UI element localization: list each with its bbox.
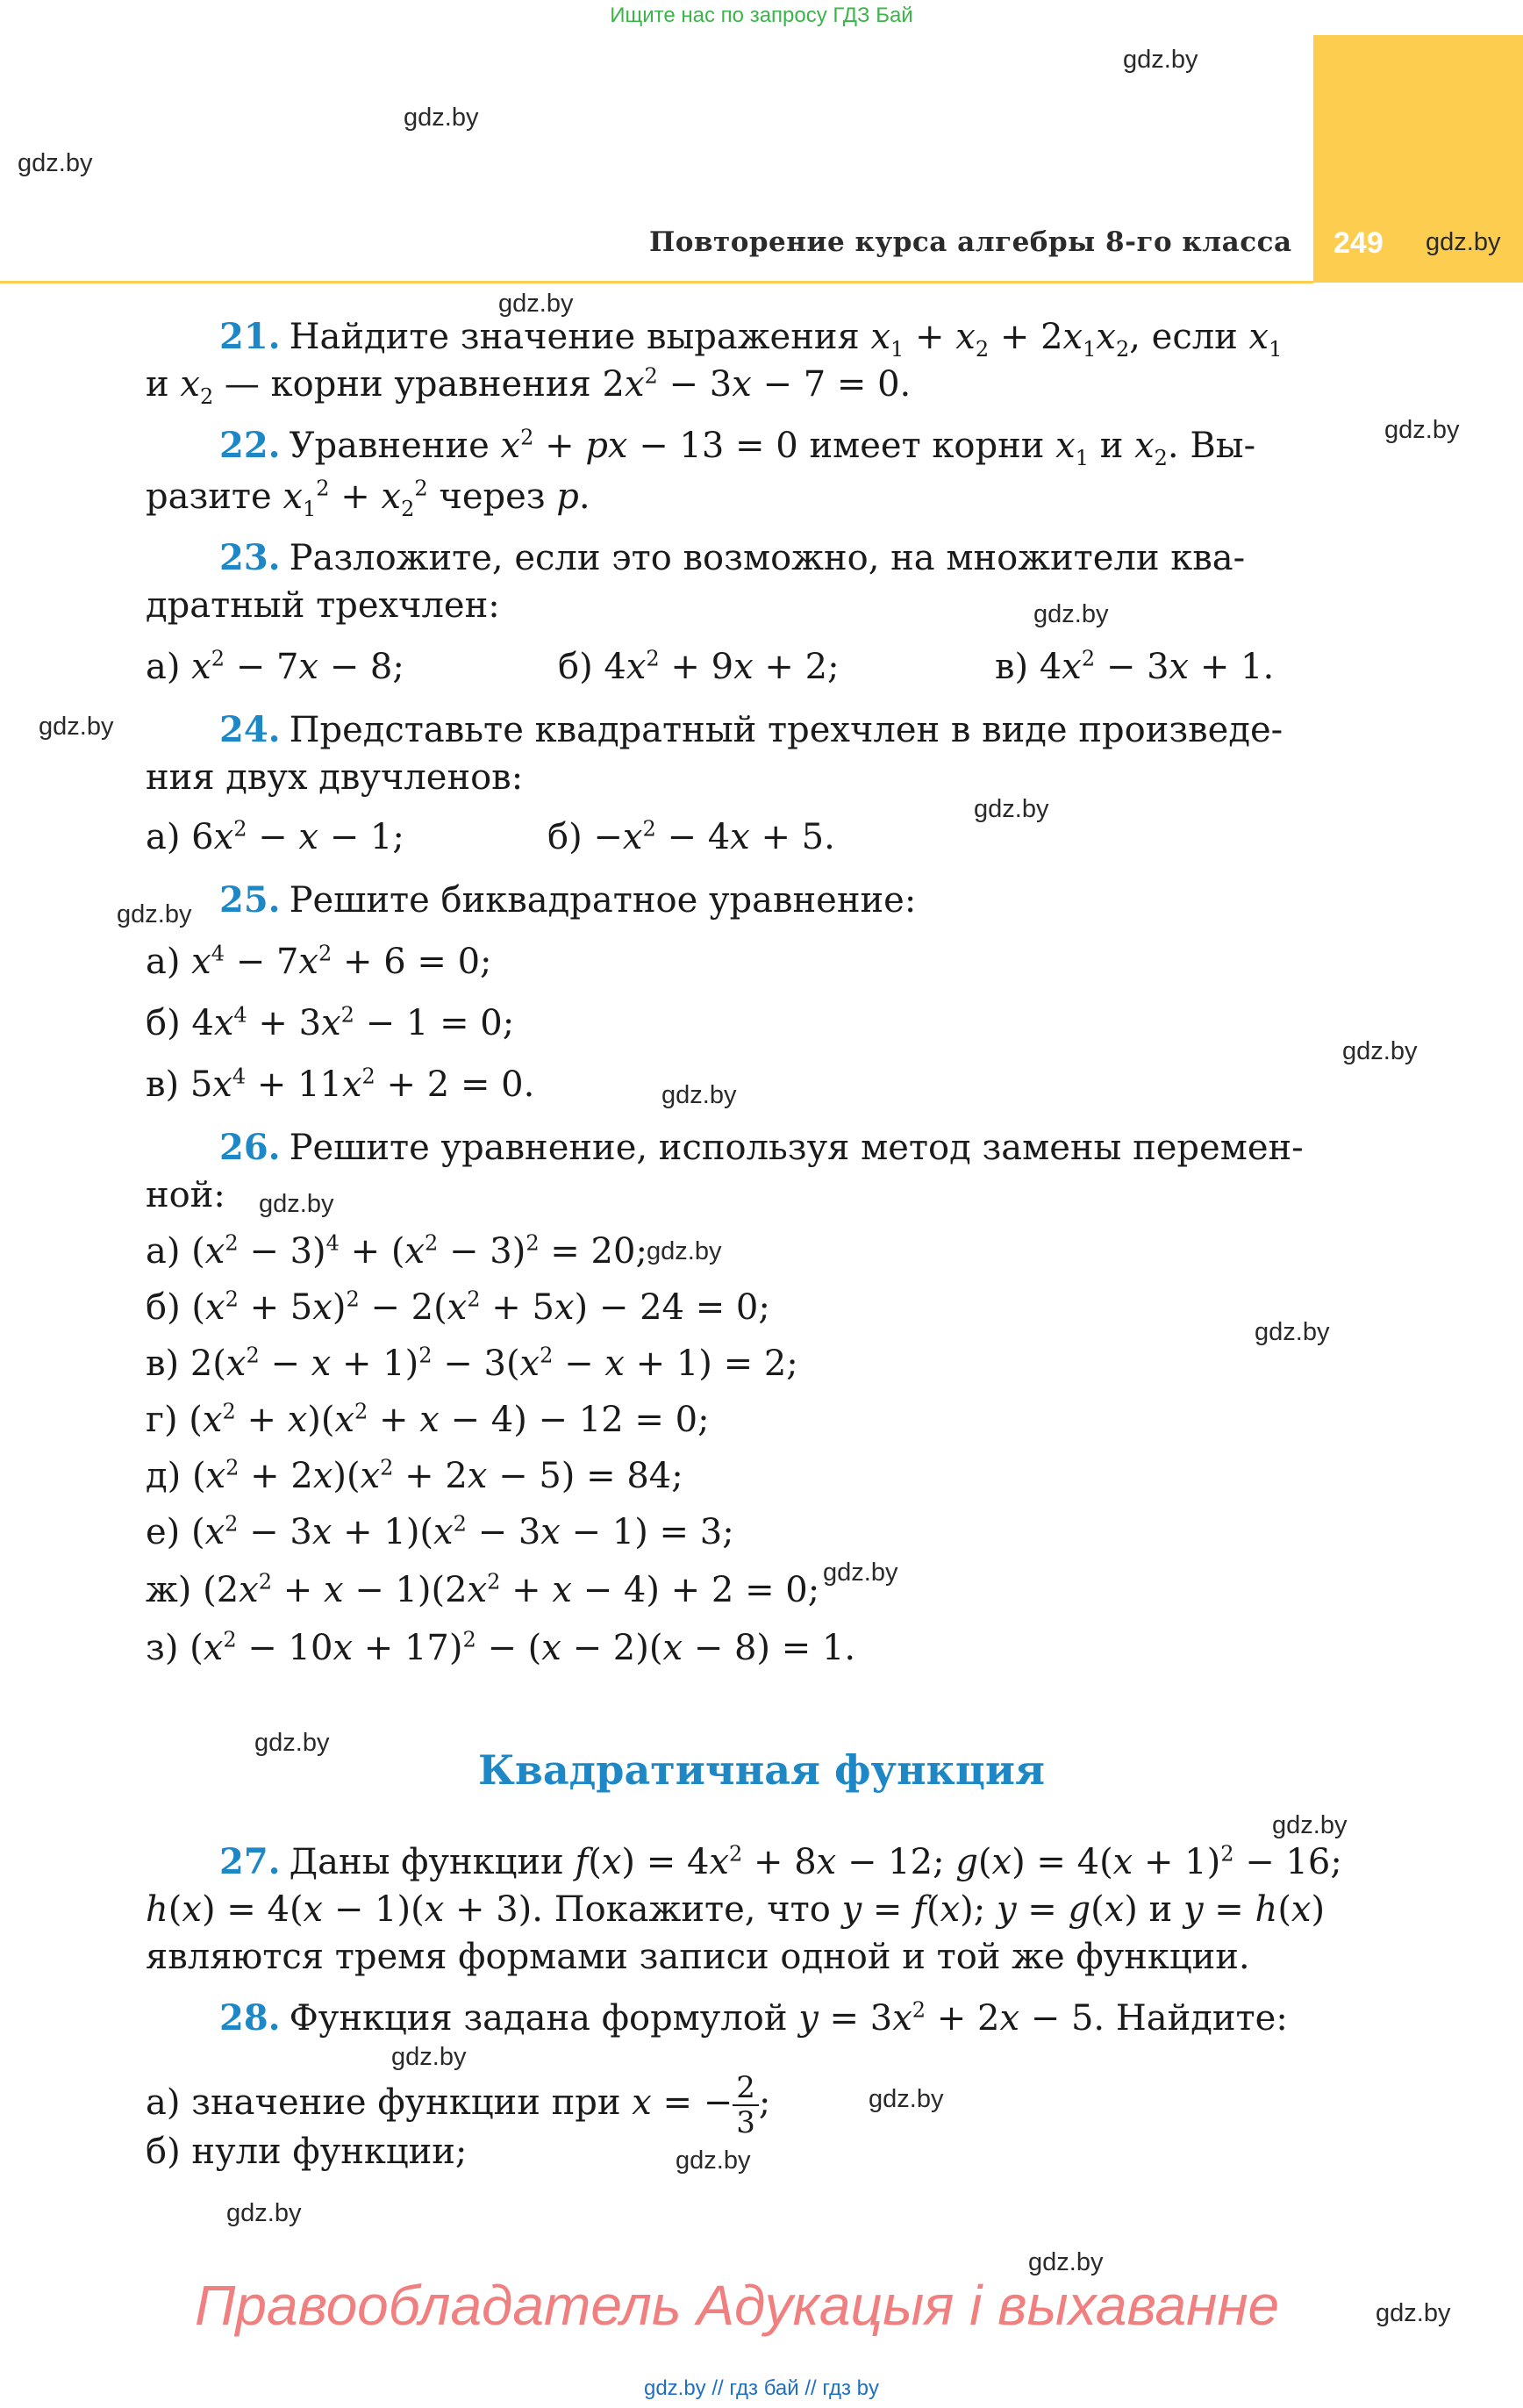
task-26-line-1: 26. Решите уравнение, используя метод замены перемен-	[219, 1127, 1304, 1168]
task-23-item-b: б) $4x^2 + 9x + 2$;	[558, 646, 840, 687]
watermark: gdz.by	[869, 2085, 944, 2113]
watermark: gdz.by	[823, 1559, 898, 1587]
task-number: 21.	[219, 316, 281, 357]
watermark: gdz.by	[676, 2146, 751, 2175]
watermark: gdz.by	[39, 713, 114, 741]
task-26-item-d: г) $(x^2 + x)(x^2 + x - 4) - 12 = 0$;	[146, 1399, 710, 1440]
task-22-line-1: 22. Уравнение $x^2$ + px − 13 = 0 имеет корни $x_1$ и $x_2$. Вы-	[219, 425, 1256, 470]
running-header: Повторение курса алгебры 8-го класса	[649, 226, 1292, 258]
page-number: 249	[1334, 226, 1384, 260]
task-23-item-a: а) $x^2 - 7x - 8$;	[146, 646, 404, 687]
task-number: 27.	[219, 1841, 281, 1882]
watermark: gdz.by	[1272, 1811, 1348, 1839]
watermark: gdz.by	[1426, 228, 1501, 256]
watermark: gdz.by	[391, 2043, 467, 2071]
task-26-item-f: е) $(x^2 - 3x + 1)(x^2 - 3x - 1) = 3$;	[146, 1511, 734, 1552]
task-23-item-c: в) $4x^2 - 3x + 1$.	[995, 646, 1275, 687]
task-26-item-h: з) $(x^2 - 10x + 17)^2 - (x - 2)(x - 8) = 1$.	[146, 1627, 856, 1668]
task-27-line-1: 27. Даны функции $f(x) = 4x^2 + 8x - 12$; $g(x) = 4(x + 1)^2 - 16$;	[219, 1841, 1342, 1882]
task-25-item-b: б) $4x^4 + 3x^2 - 1 = 0$;	[146, 1002, 515, 1043]
task-number: 26.	[219, 1127, 281, 1168]
task-number: 28.	[219, 1997, 281, 2039]
watermark: gdz.by	[1028, 2248, 1104, 2276]
task-26-item-e: д) $(x^2 + 2x)(x^2 + 2x - 5) = 84$;	[146, 1455, 683, 1496]
watermark: gdz.by	[661, 1081, 737, 1109]
task-number: 22.	[219, 425, 281, 466]
watermark: gdz.by	[18, 149, 93, 177]
task-22-line-2: разите $x_1^2 + x_2^2$ через p.	[146, 476, 590, 521]
watermark: gdz.by	[1255, 1318, 1330, 1346]
task-26-item-b: б) $(x^2 + 5x)^2 - 2(x^2 + 5x) - 24 = 0$;	[146, 1286, 770, 1328]
task-26-item-a: а) $(x^2 - 3)^4 + (x^2 - 3)^2 = 20$;	[146, 1230, 647, 1272]
task-26-item-c: в) $2(x^2 - x + 1)^2 - 3(x^2 - x + 1) = 2$;	[146, 1343, 798, 1384]
task-26-line-2: ной:	[146, 1175, 225, 1215]
task-number: 25.	[219, 879, 281, 921]
task-24-line-2: ния двух двучленов:	[146, 757, 524, 798]
watermark: gdz.by	[974, 795, 1049, 823]
task-27-line-2: h(x) = 4(x − 1)(x + 3). Покажите, что y = f(x); y = g(x) и y = h(x)	[146, 1889, 1326, 1930]
fraction: $\frac{2}{3}$	[733, 2071, 759, 2139]
header-rule	[0, 281, 1313, 283]
task-23-line-1: 23. Разложите, если это возможно, на множители ква-	[219, 537, 1246, 578]
watermark: gdz.by	[259, 1190, 334, 1218]
watermark: gdz.by	[1342, 1037, 1418, 1065]
watermark: gdz.by	[1123, 46, 1198, 74]
task-26-item-g: ж) $(2x^2 + x - 1)(2x^2 + x - 4) + 2 = 0$;	[146, 1569, 820, 1610]
copyright-notice: Правообладатель Адукацыя і выхаванне	[195, 2274, 1280, 2337]
task-21-line-1: 21. Найдите значение выражения $x_1 + x_2 + 2x_1x_2$, если $x_1$	[219, 316, 1283, 362]
task-24-item-a: а) $6x^2 - x - 1$;	[146, 816, 404, 857]
watermark: gdz.by	[1376, 2299, 1451, 2327]
watermark: gdz.by	[647, 1237, 722, 1265]
task-28-item-a: а) значение функции при x = − $\frac{2}{3}$ ;	[146, 2070, 771, 2140]
top-banner[interactable]: Ищите нас по запросу ГДЗ Бай	[610, 4, 913, 27]
task-28-line-1: 28. Функция задана формулой $y = 3x^2 + 2x - 5$. Найдите:	[219, 1997, 1288, 2039]
task-27-line-3: являются тремя формами записи одной и той же функции.	[146, 1937, 1250, 1977]
bottom-banner[interactable]: gdz.by // гдз бай // гдз by	[643, 2376, 880, 2400]
watermark: gdz.by	[254, 1729, 330, 1757]
task-number: 23.	[219, 537, 281, 578]
watermark: gdz.by	[404, 104, 479, 132]
watermark: gdz.by	[1033, 600, 1109, 628]
task-23-line-2: дратный трехчлен:	[146, 585, 500, 626]
watermark: gdz.by	[1384, 416, 1460, 444]
task-24-item-b: $б) -x^2 - 4x + 5$.	[547, 816, 835, 857]
section-title: Квадратичная функция	[478, 1746, 1045, 1794]
task-25-line-1: 25. Решите биквадратное уравнение:	[219, 879, 917, 921]
task-number: 24.	[219, 709, 281, 750]
task-28-item-b: б) нули функции;	[146, 2132, 468, 2172]
task-24-line-1: 24. Представьте квадратный трехчлен в виде произведе-	[219, 709, 1283, 750]
watermark: gdz.by	[117, 900, 192, 928]
task-25-item-c: в) $5x^4 + 11x^2 + 2 = 0$.	[146, 1064, 535, 1105]
watermark: gdz.by	[226, 2199, 302, 2227]
watermark: gdz.by	[498, 290, 574, 318]
task-21-line-2: и $x_2$ — корни уравнения $2x^2 - 3x - 7 = 0$.	[146, 363, 912, 409]
task-25-item-a: а) $x^4 - 7x^2 + 6 = 0$;	[146, 941, 492, 982]
